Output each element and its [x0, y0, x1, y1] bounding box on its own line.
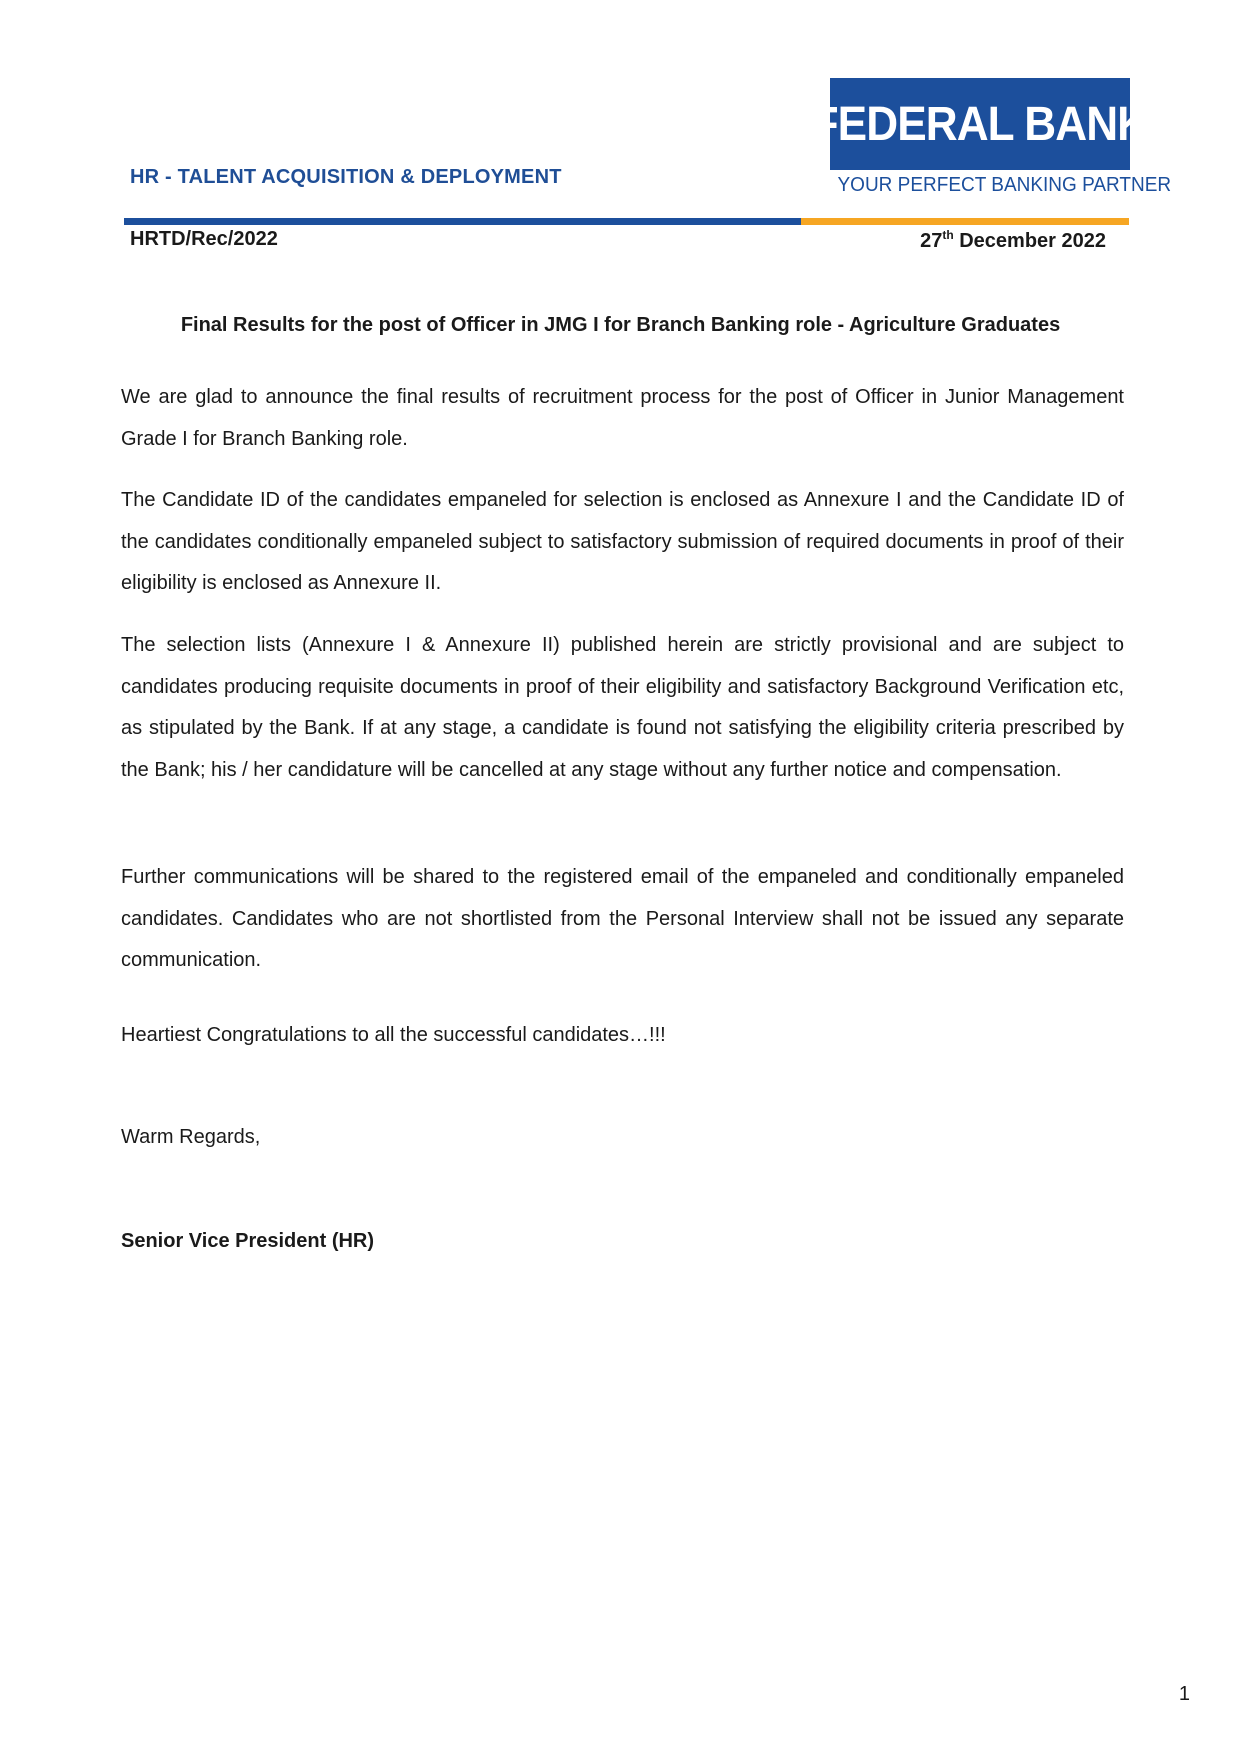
- date-day: 27: [920, 230, 943, 252]
- paragraph-provisional-notice: The selection lists (Annexure I & Annexure II) published herein are strictly provisional and are subject to candidates producing requisite documents in proof of their eligibility and satisfactory Background Verification etc, as stipulated by the Bank. If at any stage, a candidate is found not satisfying the eligibility criteria prescribed by the Bank; his / her candidature will be cancelled at any stage without any further notice and compensation.: [121, 634, 1124, 781]
- date-suffix: th: [942, 228, 954, 242]
- federal-bank-logo: [811, 78, 1149, 170]
- paragraph-announcement: We are glad to announce the final results of recruitment process for the post of Officer in Junior Management Grade I for Branch Banking role.: [121, 386, 1124, 450]
- paragraph-communications: Further communications will be shared to the registered email of the empaneled and conditionally empaneled candidates. Candidates who are not shortlisted from the Personal Interview shall not be issued any separate communication.: [121, 866, 1124, 971]
- congratulations-line: Heartiest Congratulations to all the successful candidates…!!!: [121, 1024, 666, 1046]
- logo-wordmark: FEDERAL BANK: [811, 97, 1149, 151]
- document-date: [920, 228, 1106, 253]
- closing-line: Warm Regards,: [121, 1126, 261, 1148]
- header-rule-orange: [801, 218, 1129, 225]
- document-title: Final Results for the post of Officer in JMG I for Branch Banking role - Agriculture Graduates: [180, 314, 1061, 336]
- signatory: Senior Vice President (HR): [121, 1230, 375, 1252]
- page-number: 1: [1178, 1683, 1190, 1705]
- paragraph-annexures: The Candidate ID of the candidates empaneled for selection is enclosed as Annexure I and the Candidate ID of the candidates conditionally empaneled subject to satisfactory submission of required documents in proof of their eligibility is enclosed as Annexure II.: [121, 489, 1124, 594]
- reference-number: HRTD/Rec/2022: [130, 228, 278, 250]
- logo-tagline: YOUR PERFECT BANKING PARTNER: [837, 174, 1172, 196]
- header-rule-blue: [124, 218, 801, 225]
- date-month-year: December 2022: [959, 230, 1106, 252]
- department-heading: HR - TALENT ACQUISITION & DEPLOYMENT: [130, 166, 562, 188]
